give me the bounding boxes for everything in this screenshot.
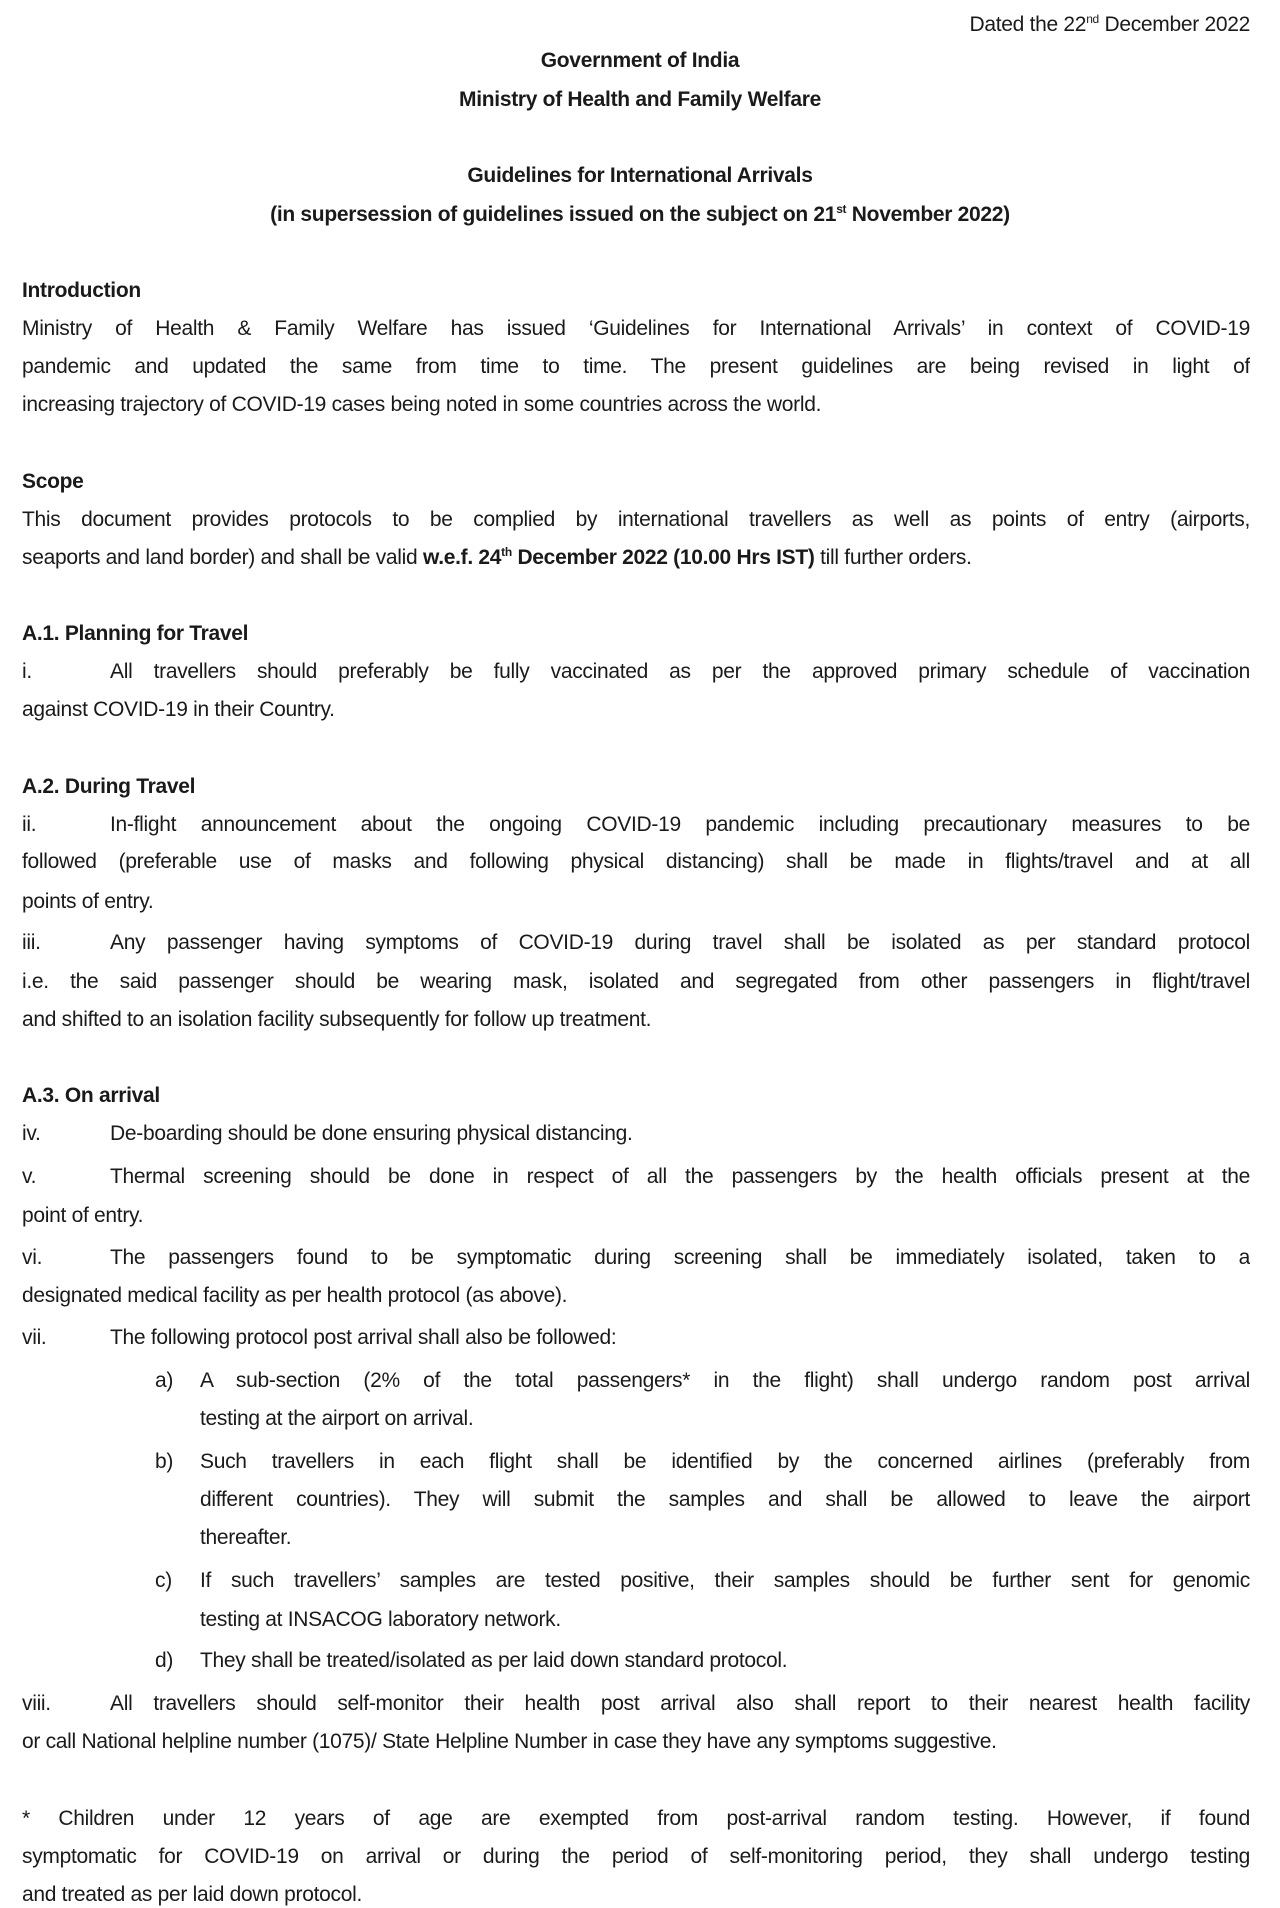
item-line: or call National helpline number (1075)/ State Helpline Number in case they have any symptoms suggestive.: [22, 1730, 997, 1753]
subitem-line: different countries). They will submit the samples and shall be allowed to leave the airport: [200, 1488, 1250, 1511]
subtitle-text: (in supersession of guidelines issued on the subject on 21: [270, 203, 837, 226]
scope-line: This document provides protocols to be complied by international travellers as well as points of entry (airports,: [22, 508, 1250, 531]
item-line: De-boarding should be done ensuring physical distancing.: [110, 1122, 633, 1145]
item-number: iii.: [22, 931, 41, 954]
subitem-line: Such travellers in each flight shall be identified by the concerned airlines (preferably from: [200, 1450, 1250, 1473]
item-line: In-flight announcement about the ongoing COVID-19 pandemic including precautionary measures to be: [110, 813, 1250, 836]
item-line: followed (preferable use of masks and following physical distancing) shall be made in flights/travel and at all: [22, 850, 1250, 873]
item-line: i.e. the said passenger should be wearing mask, isolated and segregated from other passengers in flight/travel: [22, 970, 1250, 993]
document-date: [0, 12, 1250, 38]
footnote-line: symptomatic for COVID-19 on arrival or during the period of self-monitoring period, they shall undergo testing: [22, 1845, 1250, 1868]
subtitle-suffix: November 2022): [846, 203, 1010, 226]
footnote-line: * Children under 12 years of age are exempted from post-arrival random testing. However, if found: [22, 1807, 1250, 1830]
subitem-label: c): [155, 1569, 172, 1592]
subitem-line: A sub-section (2% of the total passengers* in the flight) shall undergo random post arrival: [200, 1369, 1250, 1392]
subitem-line: If such travellers’ samples are tested positive, their samples should be further sent for genomic: [200, 1569, 1250, 1592]
subitem-line: thereafter.: [200, 1526, 292, 1549]
introduction-line: pandemic and updated the same from time to time. The present guidelines are being revised in light of: [22, 355, 1250, 378]
item-number: iv.: [22, 1122, 41, 1145]
item-number: v.: [22, 1165, 37, 1188]
subitem-label: b): [155, 1450, 174, 1473]
scope-heading: Scope: [22, 470, 84, 493]
section-a2-heading: A.2. During Travel: [22, 775, 196, 798]
introduction-heading: Introduction: [22, 279, 141, 302]
item-line: against COVID-19 in their Country.: [22, 698, 335, 721]
item-number: vi.: [22, 1246, 43, 1269]
org-name: Government of India: [540, 49, 740, 72]
scope-suffix: till further orders.: [814, 546, 972, 569]
item-line: All travellers should self-monitor their health post arrival also shall report to their nearest health facility: [110, 1692, 1250, 1715]
item-line: designated medical facility as per health protocol (as above).: [22, 1284, 568, 1307]
date-ordinal: nd: [1086, 12, 1099, 26]
item-line: The passengers found to be symptomatic during screening shall be immediately isolated, taken to a: [110, 1246, 1250, 1269]
ministry-name: Ministry of Health and Family Welfare: [459, 88, 821, 111]
item-number: viii.: [22, 1692, 51, 1715]
item-number: i.: [22, 660, 32, 683]
subitem-line: testing at the airport on arrival.: [200, 1407, 474, 1430]
scope-text: seaports and land border) and shall be valid: [22, 546, 423, 569]
item-line: Any passenger having symptoms of COVID-19 during travel shall be isolated as per standard protocol: [110, 931, 1250, 954]
subitem-label: d): [155, 1649, 174, 1672]
item-line: The following protocol post arrival shall also be followed:: [110, 1326, 617, 1349]
subtitle-ordinal: st: [836, 202, 847, 216]
section-a1-heading: A.1. Planning for Travel: [22, 622, 249, 645]
subitem-label: a): [155, 1369, 174, 1392]
introduction-line: increasing trajectory of COVID-19 cases being noted in some countries across the world.: [22, 393, 822, 416]
item-number: vii.: [22, 1326, 47, 1349]
item-number: ii.: [22, 813, 37, 836]
subitem-line: They shall be treated/isolated as per laid down standard protocol.: [200, 1649, 788, 1672]
item-line: points of entry.: [22, 890, 154, 913]
document-subtitle: [0, 202, 1280, 228]
item-line: Thermal screening should be done in respect of all the passengers by the health officials present at the: [110, 1165, 1250, 1188]
introduction-line: Ministry of Health & Family Welfare has issued ‘Guidelines for International Arrivals’ in context of COVID-19: [22, 317, 1250, 340]
date-month-year: December 2022: [1098, 13, 1250, 36]
section-a3-heading: A.3. On arrival: [22, 1084, 160, 1107]
scope-ordinal: th: [501, 545, 512, 559]
footnote-line: and treated as per laid down protocol.: [22, 1883, 362, 1906]
document-title: Guidelines for International Arrivals: [467, 164, 813, 187]
subitem-line: testing at INSACOG laboratory network.: [200, 1608, 561, 1631]
item-line: All travellers should preferably be fully vaccinated as per the approved primary schedule of vaccination: [110, 660, 1250, 683]
date-text: Dated the 22: [969, 13, 1087, 36]
item-line: point of entry.: [22, 1204, 144, 1227]
item-line: and shifted to an isolation facility subsequently for follow up treatment.: [22, 1008, 652, 1031]
scope-effective-date: w.e.f. 24: [422, 546, 502, 569]
scope-effective-time: December 2022 (10.00 Hrs IST): [511, 546, 815, 569]
scope-line: [22, 545, 1250, 571]
